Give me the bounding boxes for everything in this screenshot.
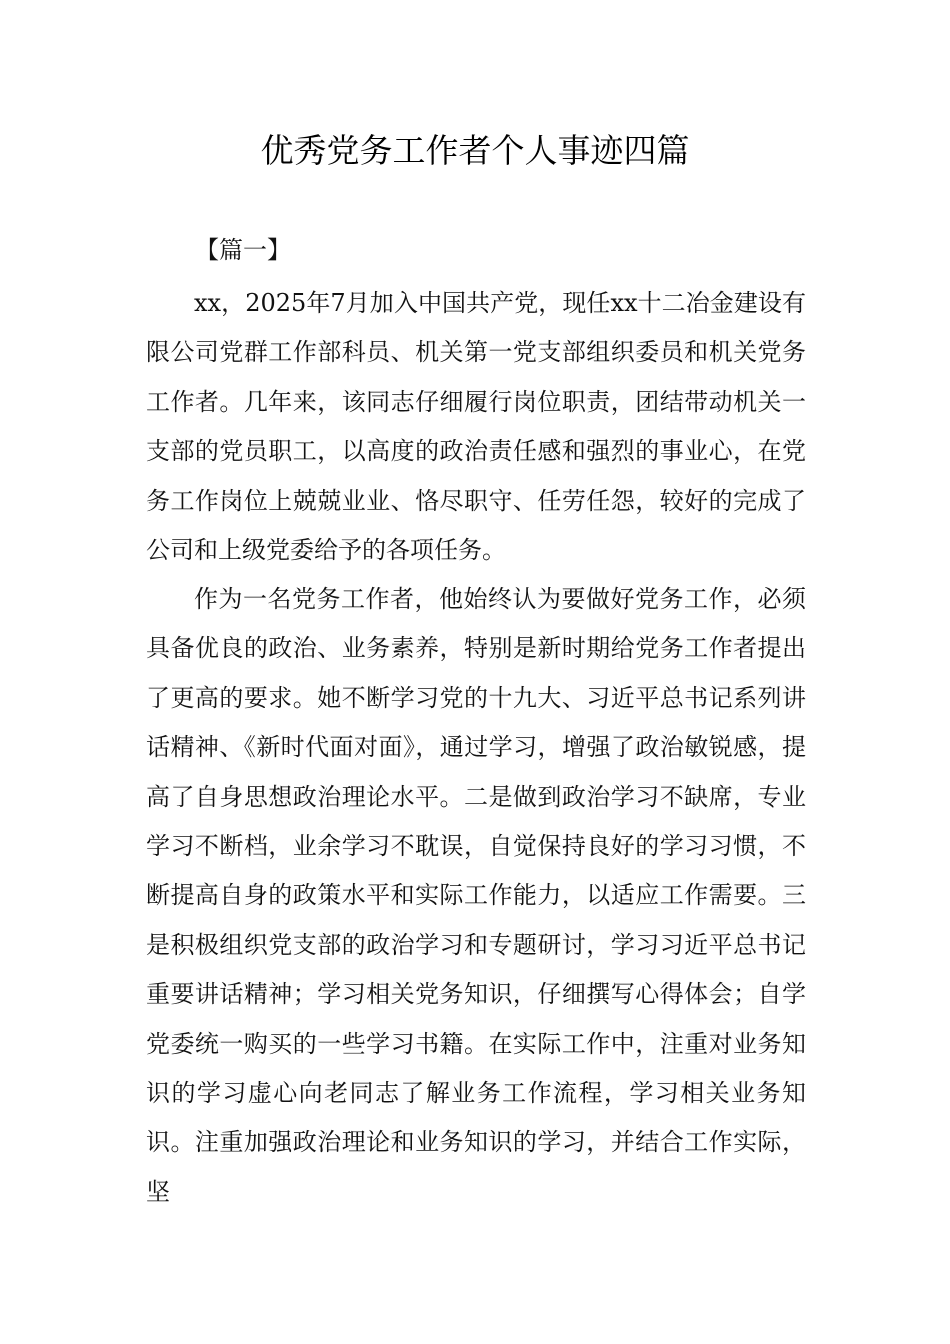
- document-title: 优秀党务工作者个人事迹四篇: [260, 131, 690, 170]
- body-paragraph-1: xx，2025年7月加入中国共产党，现任xx十二冶金建设有限公司党群工作部科员、机关第一党支部组织委员和机关党务工作者。几年来，该同志仔细履行岗位职责，团结带动机关一支部的党员职工，以高度的政治责任感和强烈的事业心，在党务工作岗位上兢兢业业、恪尽职守、任劳任怨，较好的完成了公司和上级党委给予的各项任务。: [146, 289, 806, 565]
- body-paragraph-2: 作为一名党务工作者，他始终认为要做好党务工作，必须具备优良的政治、业务素养，特别是新时期给党务工作者提出了更高的要求。她不断学习党的十九大、习近平总书记系列讲话精神、《新时代面对面》，通过学习，增强了政治敏锐感，提高了自身思想政治理论水平。二是做到政治学习不缺席，专业学习不断档，业余学习不耽误，自觉保持良好的学习习惯，不断提高自身的政策水平和实际工作能力，以适应工作需要。三是积极组织党支部的政治学习和专题研讨，学习习近平总书记重要讲话精神；学习相关党务知识，仔细撰写心得体会；自学党委统一购买的一些学习书籍。在实际工作中，注重对业务知识的学习虚心向老同志了解业务工作流程，学习相关业务知识。注重加强政治理论和业务知识的学习，并结合工作实际，坚: [146, 585, 806, 1206]
- section-heading: 【篇一】: [195, 236, 291, 264]
